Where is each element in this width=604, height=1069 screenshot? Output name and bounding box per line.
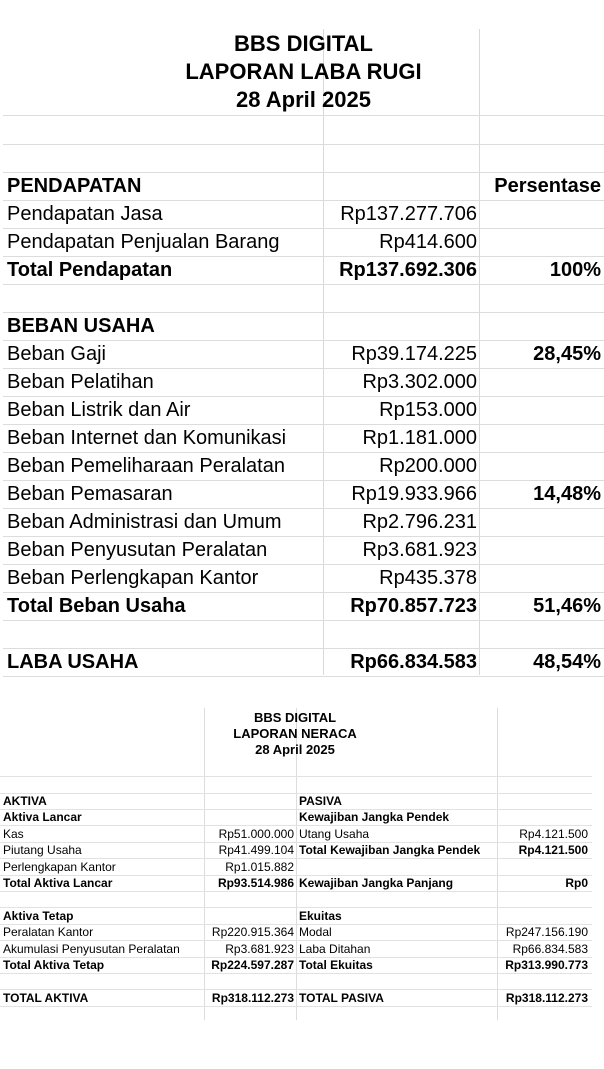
laba-usaha-row xyxy=(3,648,604,677)
pasiva-label: Modal xyxy=(299,925,332,940)
balance-row xyxy=(0,809,592,826)
income-row xyxy=(3,228,604,257)
income-statement-sheet xyxy=(3,29,604,675)
pasiva-amount xyxy=(496,891,588,907)
expense-row xyxy=(3,480,604,509)
pasiva-amount: Rp318.112.273 xyxy=(505,990,588,1005)
pasiva-amount xyxy=(496,908,588,924)
balance-row xyxy=(0,941,592,958)
beban-header: BEBAN USAHA xyxy=(7,315,155,337)
aktiva-label: Piutang Usaha xyxy=(3,843,82,858)
pasiva-label xyxy=(299,891,499,907)
aktiva-amount: Rp220.915.364 xyxy=(211,925,294,940)
blank-row xyxy=(0,760,592,777)
expense-label: Beban Pemeliharaan Peralatan xyxy=(7,455,285,477)
pasiva-label: Total Kewajiban Jangka Pendek xyxy=(299,843,481,858)
aktiva-label xyxy=(3,973,203,989)
total-pendapatan-pct: 100% xyxy=(549,259,601,281)
expense-amount: Rp200.000 xyxy=(379,455,477,477)
income-pct xyxy=(481,228,601,256)
expense-amount: Rp39.174.225 xyxy=(351,343,477,365)
balance-row xyxy=(0,924,592,941)
pasiva-amount xyxy=(496,809,588,825)
aktiva-amount xyxy=(204,973,294,989)
balance-row xyxy=(0,891,592,908)
expense-label: Beban Internet dan Komunikasi xyxy=(7,427,287,449)
balance-row xyxy=(0,793,592,810)
pasiva-label: Utang Usaha xyxy=(299,826,370,841)
balance-row xyxy=(0,842,592,859)
income-amount: Rp414.600 xyxy=(379,231,477,253)
pasiva-label: Kewajiban Jangka Panjang xyxy=(299,876,454,890)
persentase-header: Persentase xyxy=(494,175,601,197)
pasiva-amount: Rp313.990.773 xyxy=(505,958,588,972)
pasiva-amount: Rp66.834.583 xyxy=(512,941,588,956)
expense-row xyxy=(3,396,604,425)
total-pendapatan-amount: Rp137.692.306 xyxy=(339,259,477,281)
expense-label: Beban Pemasaran xyxy=(7,483,173,505)
aktiva-label: Kas xyxy=(3,826,24,841)
aktiva-label: TOTAL AKTIVA xyxy=(3,990,89,1005)
aktiva-amount xyxy=(204,891,294,907)
expense-amount: Rp435.378 xyxy=(379,567,477,589)
expense-label: Beban Listrik dan Air xyxy=(7,399,191,421)
section-header-row xyxy=(3,172,604,201)
aktiva-amount: Rp93.514.986 xyxy=(217,876,294,890)
aktiva-label xyxy=(3,891,203,907)
aktiva-amount: Rp51.000.000 xyxy=(218,826,294,841)
aktiva-label: Aktiva Tetap xyxy=(3,908,74,923)
expense-row xyxy=(3,452,604,481)
balance-row xyxy=(0,973,592,990)
aktiva-amount: Rp1.015.882 xyxy=(225,859,294,874)
pasiva-amount: Rp4.121.500 xyxy=(518,843,588,858)
expense-row xyxy=(3,340,604,369)
total-beban-amount: Rp70.857.723 xyxy=(350,595,477,617)
expense-label: Beban Administrasi dan Umum xyxy=(7,511,282,533)
aktiva-amount xyxy=(204,809,294,825)
expense-row xyxy=(3,536,604,565)
expense-amount: Rp3.302.000 xyxy=(362,371,477,393)
aktiva-label: Total Aktiva Tetap xyxy=(3,958,105,972)
expense-pct xyxy=(481,452,601,480)
pasiva-amount xyxy=(496,793,588,809)
pasiva-amount: Rp0 xyxy=(565,876,588,890)
aktiva-label: AKTIVA xyxy=(3,794,47,808)
aktiva-amount: Rp3.681.923 xyxy=(225,941,294,956)
expense-label: Beban Penyusutan Peralatan xyxy=(7,539,268,561)
pasiva-label: TOTAL PASIVA xyxy=(299,990,384,1005)
aktiva-label: Aktiva Lancar xyxy=(3,810,82,825)
pasiva-amount xyxy=(496,973,588,989)
aktiva-amount: Rp318.112.273 xyxy=(211,990,294,1005)
laba-usaha-label: LABA USAHA xyxy=(7,651,139,673)
blank-row xyxy=(0,777,592,794)
expense-amount: Rp1.181.000 xyxy=(362,427,477,449)
expense-pct xyxy=(481,508,601,536)
expense-pct: 14,48% xyxy=(533,483,601,505)
pasiva-label: Ekuitas xyxy=(299,908,342,923)
expense-pct xyxy=(481,564,601,592)
pasiva-label: Laba Ditahan xyxy=(299,941,371,956)
report-date: 28 April 2025 xyxy=(236,87,371,112)
laba-usaha-amount: Rp66.834.583 xyxy=(350,651,477,673)
section-header-row xyxy=(3,312,604,341)
total-beban-row xyxy=(3,592,604,621)
pasiva-amount xyxy=(496,859,588,875)
expense-label: Beban Gaji xyxy=(7,343,106,365)
expense-pct xyxy=(481,368,601,396)
aktiva-label: Akumulasi Penyusutan Peralatan xyxy=(3,941,180,956)
laba-usaha-pct: 48,54% xyxy=(533,651,601,673)
blank-row xyxy=(3,284,604,313)
pasiva-label xyxy=(299,859,499,875)
aktiva-amount: Rp41.499.104 xyxy=(218,843,294,858)
income-label: Pendapatan Penjualan Barang xyxy=(7,231,280,253)
pasiva-label xyxy=(299,973,499,989)
pasiva-label: PASIVA xyxy=(299,794,342,808)
balance-row xyxy=(0,990,592,1007)
balance-row xyxy=(0,908,592,925)
expense-row xyxy=(3,564,604,593)
total-pendapatan-label: Total Pendapatan xyxy=(7,259,173,281)
expense-pct: 28,45% xyxy=(533,343,601,365)
blank-row xyxy=(3,115,604,145)
pendapatan-header: PENDAPATAN xyxy=(7,175,142,197)
pasiva-amount: Rp4.121.500 xyxy=(519,826,588,841)
income-row xyxy=(3,200,604,229)
neraca-company: BBS DIGITAL xyxy=(253,710,337,725)
report-title: LAPORAN LABA RUGI xyxy=(185,59,422,84)
expense-amount: Rp19.933.966 xyxy=(351,483,477,505)
neraca-title: LAPORAN NERACA xyxy=(233,726,357,741)
pasiva-label: Kewajiban Jangka Pendek xyxy=(299,810,450,825)
income-pct xyxy=(481,200,601,228)
aktiva-amount xyxy=(204,908,294,924)
expense-row xyxy=(3,368,604,397)
income-amount: Rp137.277.706 xyxy=(340,203,477,225)
neraca-date: 28 April 2025 xyxy=(255,742,335,757)
aktiva-label: Perlengkapan Kantor xyxy=(3,859,116,874)
aktiva-amount xyxy=(204,793,294,809)
expense-label: Beban Pelatihan xyxy=(7,371,154,393)
expense-row xyxy=(3,424,604,453)
pasiva-label: Total Ekuitas xyxy=(299,958,373,972)
company-name: BBS DIGITAL xyxy=(234,31,373,56)
balance-row xyxy=(0,859,592,876)
expense-row xyxy=(3,508,604,537)
balance-sheet xyxy=(0,708,604,1020)
blank-row xyxy=(3,144,604,173)
total-pendapatan-row xyxy=(3,256,604,285)
expense-amount: Rp153.000 xyxy=(379,399,477,421)
expense-amount: Rp3.681.923 xyxy=(362,539,477,561)
blank-row xyxy=(3,620,604,649)
income-label: Pendapatan Jasa xyxy=(7,203,163,225)
aktiva-amount: Rp224.597.287 xyxy=(211,958,294,972)
expense-label: Beban Perlengkapan Kantor xyxy=(7,567,259,589)
balance-row xyxy=(0,826,592,843)
expense-pct xyxy=(481,396,601,424)
total-beban-label: Total Beban Usaha xyxy=(7,595,186,617)
total-beban-pct: 51,46% xyxy=(533,595,601,617)
aktiva-label: Total Aktiva Lancar xyxy=(3,876,113,890)
expense-amount: Rp2.796.231 xyxy=(362,511,477,533)
aktiva-label: Peralatan Kantor xyxy=(3,925,94,940)
pasiva-amount: Rp247.156.190 xyxy=(505,925,588,940)
balance-row xyxy=(0,875,592,892)
balance-row xyxy=(0,957,592,974)
expense-pct xyxy=(481,536,601,564)
expense-pct xyxy=(481,424,601,452)
